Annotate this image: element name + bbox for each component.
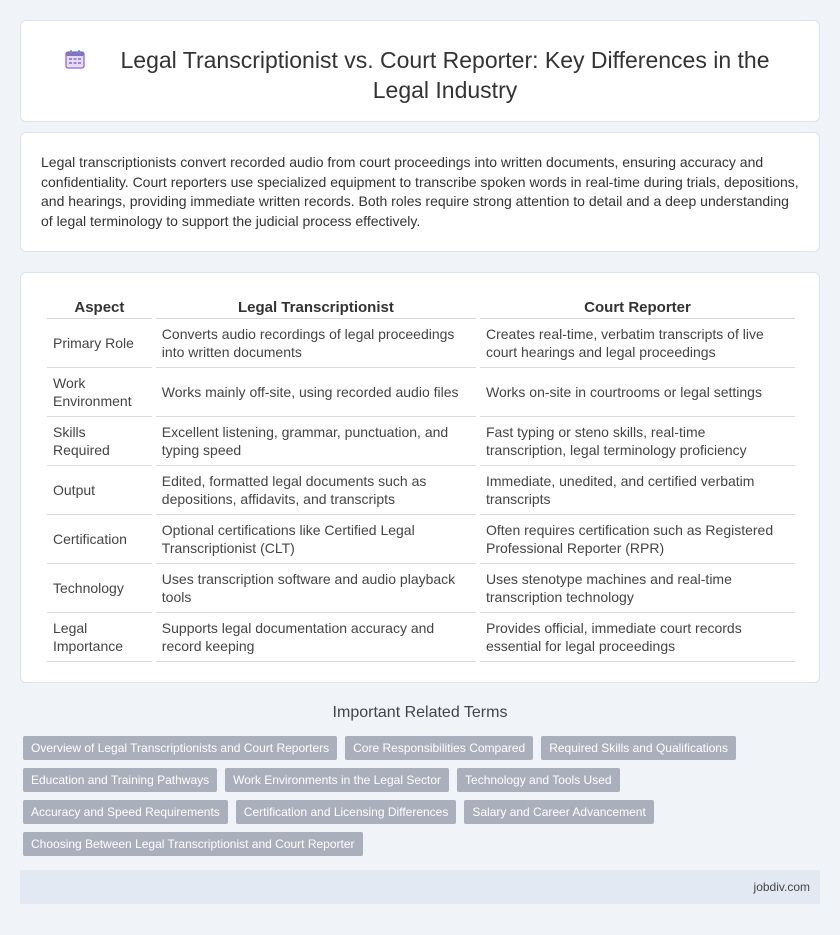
table-header-row: [47, 297, 795, 319]
reporter-cell: Fast typing or steno skills, real-time transcription, legal terminology proficiency: [480, 417, 795, 466]
reporter-cell: Uses stenotype machines and real-time transcription technology: [480, 564, 795, 613]
related-term-tag[interactable]: Salary and Career Advancement: [464, 800, 653, 824]
aspect-cell: Certification: [47, 515, 152, 564]
related-term-tag[interactable]: Technology and Tools Used: [457, 768, 620, 792]
table-row: [47, 417, 795, 466]
reporter-cell: Provides official, immediate court records essential for legal proceedings: [480, 613, 795, 662]
table-row: [47, 564, 795, 613]
header-legal-transcriptionist: Legal Transcriptionist: [156, 297, 476, 319]
table-row: [47, 368, 795, 417]
related-term-tag[interactable]: Work Environments in the Legal Sector: [225, 768, 449, 792]
transcriptionist-cell: Uses transcription software and audio playback tools: [156, 564, 476, 613]
related-term-tag[interactable]: Core Responsibilities Compared: [345, 736, 533, 760]
reporter-cell: Works on-site in courtrooms or legal settings: [480, 368, 795, 417]
related-term-tag[interactable]: Education and Training Pathways: [23, 768, 217, 792]
header-court-reporter: Court Reporter: [480, 297, 795, 319]
header-aspect: Aspect: [47, 297, 152, 319]
transcriptionist-cell: Works mainly off-site, using recorded audio files: [156, 368, 476, 417]
comparison-card: [20, 272, 820, 683]
footer-site[interactable]: jobdiv.com: [753, 880, 810, 894]
page-title: Legal Transcriptionist vs. Court Reporter: Key Differences in the Legal Industry: [120, 47, 770, 103]
intro-text: Legal transcriptionists convert recorded audio from court proceedings into written documents, ensuring accuracy and confidentiality. Court reporters use specialized equipment to transcribe spoken words in real-time during trials, depositions, and hearings, providing immediate written records. Both roles require strong attention to detail and a deep understanding of legal terminology to support the judicial process effectively.: [41, 154, 799, 229]
aspect-cell: Output: [47, 466, 152, 515]
related-term-tag[interactable]: Required Skills and Qualifications: [541, 736, 736, 760]
footer: [20, 870, 820, 904]
transcriptionist-cell: Excellent listening, grammar, punctuation, and typing speed: [156, 417, 476, 466]
related-term-tag[interactable]: Overview of Legal Transcriptionists and Court Reporters: [23, 736, 337, 760]
table-row: [47, 319, 795, 368]
table-row: [47, 466, 795, 515]
reporter-cell: Immediate, unedited, and certified verbatim transcripts: [480, 466, 795, 515]
related-term-tag[interactable]: Accuracy and Speed Requirements: [23, 800, 228, 824]
comparison-table: [43, 297, 799, 662]
transcriptionist-cell: Supports legal documentation accuracy and record keeping: [156, 613, 476, 662]
aspect-cell: Legal Importance: [47, 613, 152, 662]
aspect-cell: Work Environment: [47, 368, 152, 417]
transcriptionist-cell: Optional certifications like Certified Legal Transcriptionist (CLT): [156, 515, 476, 564]
aspect-cell: Primary Role: [47, 319, 152, 368]
related-terms-list: [23, 736, 783, 864]
aspect-cell: Technology: [47, 564, 152, 613]
reporter-cell: Often requires certification such as Registered Professional Reporter (RPR): [480, 515, 795, 564]
related-term-tag[interactable]: Choosing Between Legal Transcriptionist and Court Reporter: [23, 832, 363, 856]
related-term-tag[interactable]: Certification and Licensing Differences: [236, 800, 457, 824]
aspect-cell: Skills Required: [47, 417, 152, 466]
related-terms-title: Important Related Terms: [332, 704, 508, 721]
header-card: [20, 20, 820, 122]
reporter-cell: Creates real-time, verbatim transcripts of live court hearings and legal proceedings: [480, 319, 795, 368]
transcriptionist-cell: Converts audio recordings of legal proceedings into written documents: [156, 319, 476, 368]
transcriptionist-cell: Edited, formatted legal documents such as depositions, affidavits, and transcripts: [156, 466, 476, 515]
table-row: [47, 613, 795, 662]
intro-card: [20, 132, 820, 252]
table-row: [47, 515, 795, 564]
